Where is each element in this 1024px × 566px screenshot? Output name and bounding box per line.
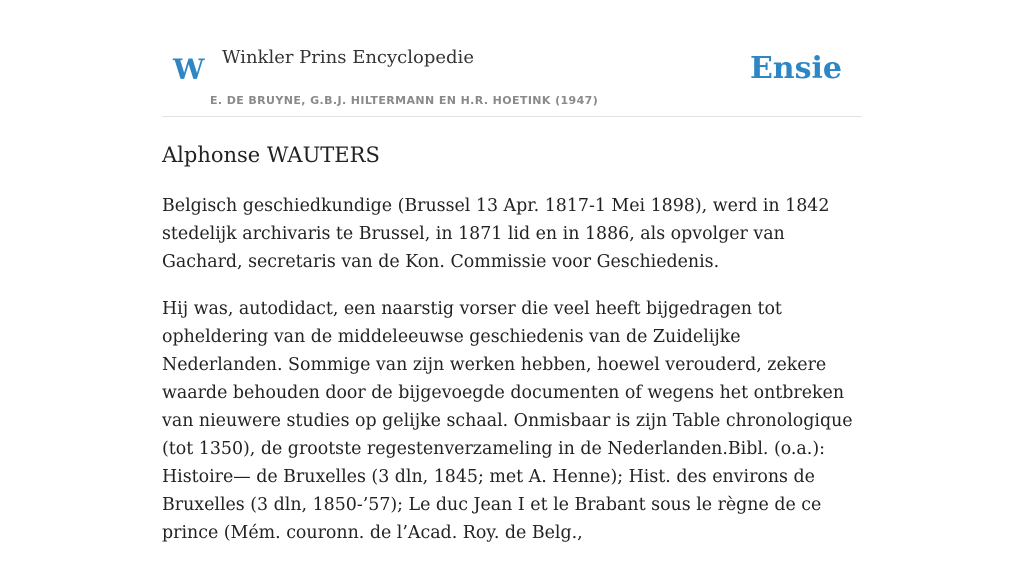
encyclopedia-authors: E. DE BRUYNE, G.B.J. HILTERMANN EN H.R. HOETINK (1947) (210, 94, 599, 107)
ensie-logo-link[interactable]: Ensie (749, 51, 842, 86)
article (162, 138, 862, 566)
winkler-prins-logo[interactable]: W (173, 53, 205, 86)
encyclopedia-title[interactable]: Winkler Prins Encyclopedie (222, 47, 474, 68)
page-header (162, 0, 862, 117)
article-paragraph: Hij was, autodidact, een naarstig vorser die veel heeft bijgedragen tot opheldering van de middeleeuwse geschiedenis van de Zuidelijke Nederlanden. Sommige van zijn werken hebben, hoewel verouderd, zekere waarde behouden door de bijgevoegde documenten of wegens het ontbreken van nieuwere studies op gelijke schaal. Onmisbaar is zijn Table chronologique (tot 1350), de grootste regestenverzameling in de Nederlanden.Bibl. (o.a.): Histoire— de Bruxelles (3 dln, 1845; met A. Henne); Hist. des environs de Bruxelles (3 dln, 1850-’57); Le duc Jean I et le Brabant sous le règne de ce prince (Mém. couronn. de l’Acad. Roy. de Belg., (162, 299, 853, 543)
article-title: Alphonse WAUTERS (162, 143, 380, 167)
article-paragraph: Belgisch geschiedkundige (Brussel 13 Apr. 1817-1 Mei 1898), werd in 1842 stedelijk archivaris te Brussel, in 1871 lid en in 1886, als opvolger van Gachard, secretaris van de Kon. Commissie voor Geschiedenis. (162, 196, 830, 272)
